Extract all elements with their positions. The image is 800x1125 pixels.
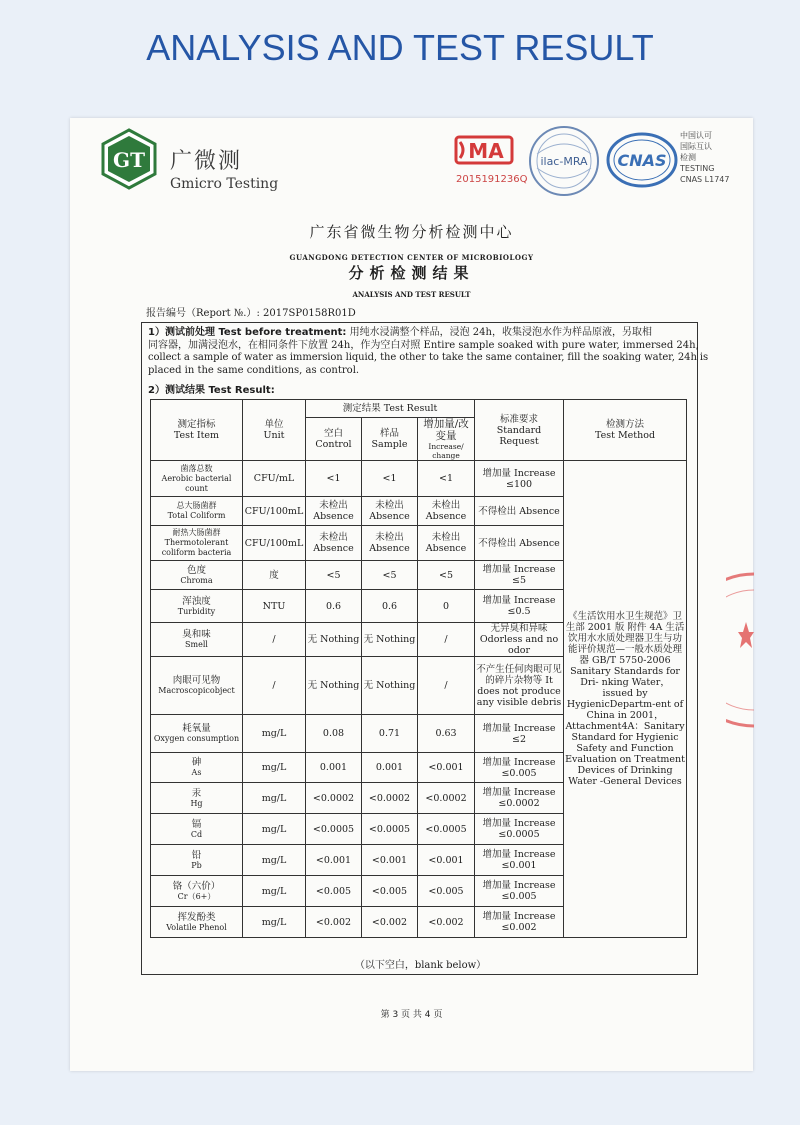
pretreat-label: 1）测试前处理 Test before treatment: [148, 327, 347, 338]
cell-test-item [151, 753, 243, 783]
logo-chinese-name: 广微测 [170, 149, 243, 174]
cell-standard: 增加量 Increase ≤0.002 [475, 907, 564, 938]
item-name-cn: 浑浊度 [182, 595, 211, 607]
item-name-cn: 铬（六价） [172, 880, 221, 892]
item-name-en: As [191, 768, 202, 777]
cell-change: 0.63 [418, 715, 475, 753]
logo-english-name: Gmicro Testing [170, 176, 279, 192]
cell-change: 0 [418, 590, 475, 623]
red-stamp [726, 570, 754, 730]
header-text: 标准要求 [500, 413, 539, 425]
header-text: 检测方法 [606, 419, 645, 430]
cell-control: <0.0005 [306, 814, 362, 845]
cell-standard: 增加量 Increase ≤0.0005 [475, 814, 564, 845]
cma-label: MA [468, 139, 504, 163]
cell-standard: 增加量 Increase ≤5 [475, 561, 564, 590]
cell-standard: 增加量 Increase ≤2 [475, 715, 564, 753]
cell-standard: 增加量 Increase ≤0.0002 [475, 783, 564, 814]
ilac-mra-badge [527, 124, 601, 202]
table-row [151, 461, 687, 497]
item-name-cn: 镉 [191, 818, 202, 830]
cell-change: 未检出 Absence [418, 526, 475, 561]
cell-sample: 无 Nothing [362, 657, 418, 715]
cell-change: <0.001 [418, 753, 475, 783]
cell-test-item [151, 715, 243, 753]
cell-test-item [151, 657, 243, 715]
item-name-cn: 挥发酚类 [177, 911, 216, 923]
cell-sample: <0.005 [362, 876, 418, 907]
cell-standard: 无异臭和异味 Odorless and no odor [475, 623, 564, 657]
cell-change: <0.001 [418, 845, 475, 876]
item-name-cn: 总大肠菌群 [176, 501, 217, 510]
header-text: Sample [371, 439, 408, 450]
cell-test-item [151, 590, 243, 623]
header-text: 样品 [379, 428, 399, 439]
header-unit [243, 400, 306, 461]
header-text: Test Item [173, 430, 220, 441]
cell-unit: CFU/100mL [243, 526, 306, 561]
logo-mark: GT [113, 148, 145, 172]
cell-control: 0.001 [306, 753, 362, 783]
cell-sample: <5 [362, 561, 418, 590]
item-name-en: Hg [190, 798, 203, 808]
cell-control: 0.6 [306, 590, 362, 623]
item-name-en: Smell [185, 640, 208, 649]
cell-unit: CFU/mL [243, 461, 306, 497]
cell-sample: 未检出 Absence [362, 497, 418, 526]
center-title-en: GUANGDONG DETECTION CENTER OF MICROBIOLOGY [289, 253, 534, 262]
item-name-cn: 铅 [191, 849, 202, 861]
item-name-en: Aerobic bacterial count [161, 473, 232, 493]
cell-control: <0.002 [306, 907, 362, 938]
cell-unit: mg/L [243, 845, 306, 876]
header-test-result: 测定结果 Test Result [306, 400, 475, 418]
cell-unit: mg/L [243, 753, 306, 783]
cell-test-item [151, 876, 243, 907]
cell-test-item [151, 561, 243, 590]
cell-unit: / [243, 657, 306, 715]
report-document [70, 118, 753, 1071]
cell-test-item [151, 461, 243, 497]
pretreatment-paragraph [148, 327, 708, 377]
cell-change: <0.002 [418, 907, 475, 938]
cell-control: 未检出 Absence [306, 497, 362, 526]
cell-sample: <0.0002 [362, 783, 418, 814]
cell-change: <0.0005 [418, 814, 475, 845]
cell-sample: <0.002 [362, 907, 418, 938]
page-footer: 第 3 页 共 4 页 [380, 1010, 443, 1020]
cell-sample: <1 [362, 461, 418, 497]
cell-control: 无 Nothing [306, 657, 362, 715]
cell-control: <1 [306, 461, 362, 497]
cell-control: <5 [306, 561, 362, 590]
cell-standard: 不产生任何肉眼可见的碎片杂物等 It does not produce any visible debris [475, 657, 564, 715]
item-name-cn: 耗氧量 [182, 723, 211, 734]
header-change [418, 418, 475, 461]
banner-title: ANALYSIS AND TEST RESULT [146, 26, 654, 68]
item-name-cn: 耐热大肠菌群 [172, 528, 221, 537]
cell-test-item [151, 907, 243, 938]
cell-change: / [418, 623, 475, 657]
cell-control: <0.005 [306, 876, 362, 907]
cell-standard: 不得检出 Absence [475, 497, 564, 526]
cell-test-item [151, 845, 243, 876]
cell-change: <1 [418, 461, 475, 497]
item-name-cn: 汞 [191, 787, 202, 799]
header-text: Test Method [595, 430, 656, 441]
header-test-item [151, 400, 243, 461]
item-name-en: Volatile Phenol [166, 922, 227, 932]
item-name-cn: 色度 [186, 564, 206, 576]
results-label: 2）测试结果 Test Result: [148, 385, 275, 396]
header-method [564, 400, 687, 461]
cell-control: <0.0002 [306, 783, 362, 814]
cell-test-item [151, 814, 243, 845]
ilac-label: ilac-MRA [540, 155, 588, 168]
header-text: Control [315, 439, 352, 450]
cma-badge [454, 134, 514, 170]
cma-number: 2015191236Q [456, 174, 528, 185]
item-name-en: Chroma [180, 575, 213, 585]
cell-sample: 未检出 Absence [362, 526, 418, 561]
header-row [151, 400, 687, 418]
cnas-line: 检测 [680, 153, 696, 162]
header-text: Unit [263, 430, 285, 441]
cell-sample: 0.6 [362, 590, 418, 623]
header-text: 单位 [264, 419, 284, 430]
cell-test-item [151, 623, 243, 657]
item-name-cn: 砷 [191, 757, 202, 768]
report-title-en: ANALYSIS AND TEST RESULT [352, 290, 471, 299]
item-name-en: Total Coliform [167, 511, 226, 520]
pretreat-text: placed in the same conditions, as control. [148, 364, 360, 376]
center-title-cn: 广东省微生物分析检测中心 [309, 223, 514, 241]
pretreat-text: 用纯水浸满整个样品，浸泡 24h，收集浸泡水作为样品原液，另取相 [349, 327, 652, 338]
cell-test-method: 《生活饮用水卫生规范》卫生部 2001 版 附件 4A 生活饮用水水质处理器卫生与功能评价规范—一般水质处理器 GB/T 5750-2006 Sanitary Standards for Dri- nking Water，issued by HygienicDepartm-ent of China in 2001，Attachment4A：Sanitary Standard for Hygienic Safety and Function Evaluation on Treatment Devices of Drinking Water -General Devices [564, 461, 687, 938]
item-name-en: Macroscopicobject [158, 686, 235, 695]
cnas-accreditation-text [680, 130, 729, 185]
header-text: 测定指标 [177, 419, 216, 430]
item-name-en: Turbidity [177, 606, 216, 616]
cell-control: <0.001 [306, 845, 362, 876]
cell-standard: 增加量 Increase ≤0.005 [475, 876, 564, 907]
header-text: 空白 [323, 428, 343, 439]
cell-change: <0.0002 [418, 783, 475, 814]
cell-unit: CFU/100mL [243, 497, 306, 526]
cell-control: 未检出 Absence [306, 526, 362, 561]
results-box [141, 322, 708, 975]
item-name-cn: 肉眼可见物 [172, 675, 221, 686]
item-name-en: Cd [190, 829, 203, 839]
item-name-en: Thermotolerant coliform bacteria [161, 538, 232, 557]
header-text: 增加量/改变量 [423, 418, 469, 442]
cell-unit: mg/L [243, 814, 306, 845]
cell-sample: 0.001 [362, 753, 418, 783]
item-name-cn: 菌落总数 [180, 463, 213, 473]
cell-standard: 不得检出 Absence [475, 526, 564, 561]
cell-unit: mg/L [243, 907, 306, 938]
cell-unit: mg/L [243, 715, 306, 753]
report-title-cn: 分析检测结果 [348, 264, 475, 282]
cell-unit: NTU [243, 590, 306, 623]
cnas-line: 中国认可 [680, 131, 712, 140]
gmicro-logo [100, 128, 279, 192]
cnas-line: 国际互认 [680, 142, 712, 151]
results-table [150, 399, 687, 938]
cell-change: <5 [418, 561, 475, 590]
item-name-cn: 臭和味 [182, 629, 211, 640]
header-text: Standard Request [496, 424, 542, 447]
cell-standard: 增加量 Increase ≤100 [475, 461, 564, 497]
header-sample [362, 418, 418, 461]
cell-standard: 增加量 Increase ≤0.005 [475, 753, 564, 783]
header-control [306, 418, 362, 461]
item-name-en: Cr（6+） [177, 891, 216, 901]
blank-below-note: （以下空白，blank below） [354, 960, 487, 971]
cell-control: 0.08 [306, 715, 362, 753]
cell-unit: mg/L [243, 876, 306, 907]
cell-test-item [151, 526, 243, 561]
cell-sample: 无 Nothing [362, 623, 418, 657]
cell-standard: 增加量 Increase ≤0.5 [475, 590, 564, 623]
cell-test-item [151, 497, 243, 526]
cnas-line: TESTING [680, 164, 715, 173]
header-text: Increase/ change [428, 442, 464, 460]
report-number: 报告编号（Report №.）: 2017SP0158R01D [146, 308, 356, 319]
cell-change: <0.005 [418, 876, 475, 907]
cell-unit: / [243, 623, 306, 657]
cnas-line: CNAS L1747 [680, 175, 730, 184]
cell-sample: <0.001 [362, 845, 418, 876]
cell-test-item [151, 783, 243, 814]
cell-unit: mg/L [243, 783, 306, 814]
pretreat-text: 同容器，加满浸泡水，在相同条件下放置 24h，作为空白对照 Entire sample soaked with pure water, immersed 24h, [148, 339, 699, 351]
cell-change: 未检出 Absence [418, 497, 475, 526]
cnas-badge [606, 132, 678, 192]
gt-hexagon-icon [100, 128, 158, 190]
cell-control: 无 Nothing [306, 623, 362, 657]
pretreat-text: collect a sample of water as immersion liquid, the other to take the same container, fill the soaking water, 24h is [148, 352, 708, 363]
page-banner [0, 0, 800, 95]
item-name-en: Oxygen consumption [153, 734, 240, 743]
item-name-en: Pb [191, 860, 202, 870]
cell-unit: 度 [243, 561, 306, 590]
header-standard [475, 400, 564, 461]
cell-standard: 增加量 Increase ≤0.001 [475, 845, 564, 876]
cell-sample: 0.71 [362, 715, 418, 753]
cell-sample: <0.0005 [362, 814, 418, 845]
cell-change: / [418, 657, 475, 715]
cnas-label: CNAS [617, 151, 667, 170]
